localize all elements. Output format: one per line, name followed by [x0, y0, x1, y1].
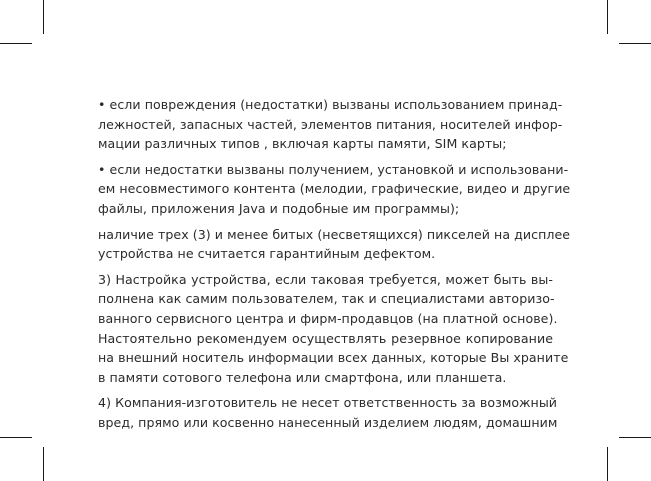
crop-mark-bottom-right-horizontal: [619, 437, 651, 438]
text-line: наличие трех (3) и менее битых (несветящихся) пикселей на дисплее: [98, 226, 571, 242]
text-line: на внешний носитель информации всех данных, которые Вы храните: [98, 350, 569, 366]
body-text: [98, 95, 571, 439]
paragraph-bullet-damage: [98, 95, 563, 154]
crop-mark-bottom-left-horizontal: [0, 437, 32, 438]
text-line: мации различных типов , включая карты памяти, SIM карты;: [98, 136, 507, 152]
text-line: устройства не считается гарантийным дефектом.: [98, 246, 436, 262]
text-line: 4) Компания-изготовитель не несет ответственность за возможный: [98, 395, 558, 411]
text-line: 3) Настройка устройства, если таковая требуется, может быть вы-: [98, 271, 553, 287]
crop-mark-top-left-vertical: [43, 0, 44, 34]
crop-mark-top-left-horizontal: [0, 43, 32, 44]
text-line: ем несовместимого контента (мелодии, графические, видео и другие: [98, 181, 571, 197]
text-line: файлы, приложения Java и подобные им программы);: [98, 200, 460, 216]
crop-mark-bottom-left-vertical: [43, 447, 44, 481]
paragraph-dead-pixels: [98, 225, 571, 264]
paragraph-section-3: [98, 270, 569, 388]
crop-mark-top-right-horizontal: [619, 43, 651, 44]
paragraph-section-4: [98, 393, 558, 432]
text-line: лежностей, запасных частей, элементов питания, носителей инфор-: [98, 116, 563, 132]
crop-mark-bottom-right-vertical: [607, 447, 608, 481]
text-line: • если повреждения (недостатки) вызваны использованием принад-: [98, 97, 563, 112]
crop-mark-top-right-vertical: [607, 0, 608, 34]
text-line: вред, прямо или косвенно нанесенный изделием людям, домашним: [98, 414, 558, 430]
text-line: ванного сервисного центра и фирм-продавцов (на платной основе).: [98, 310, 558, 326]
text-line: полнена как самим пользователем, так и специалистами авторизо-: [98, 291, 555, 307]
paragraph-bullet-incompatible: [98, 160, 571, 219]
text-line: в памяти сотового телефона или смартфона, или планшета.: [98, 369, 507, 385]
text-line: • если недостатки вызваны получением, установкой и использовани-: [98, 161, 569, 177]
text-line: Настоятельно рекомендуем осуществлять резервное копирование: [98, 330, 553, 346]
